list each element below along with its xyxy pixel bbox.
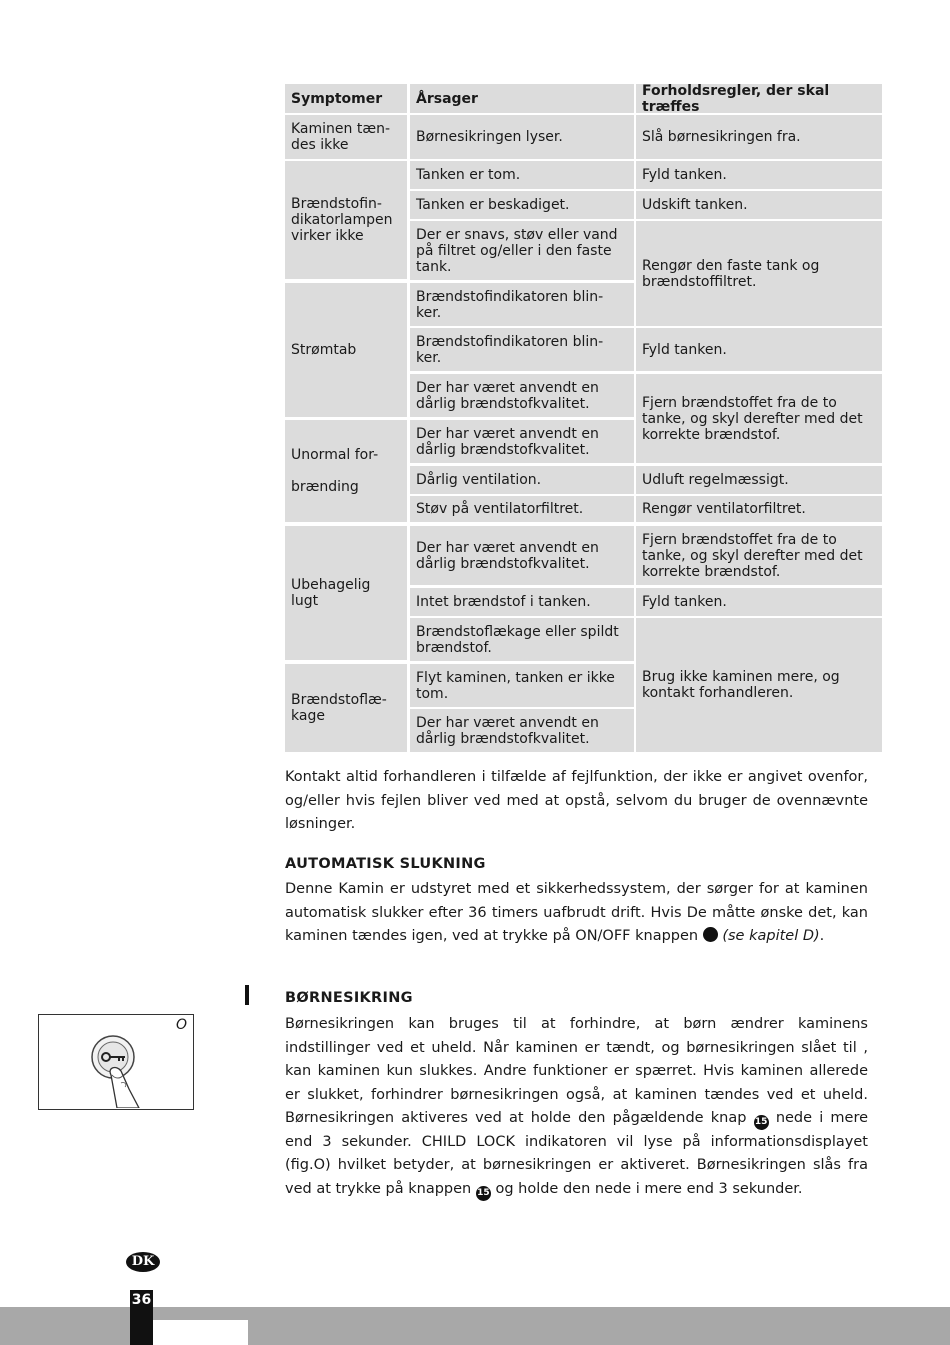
child-lock-text (285, 1013, 868, 1201)
cause-cell: Brændstoflækage eller spildt brændstof. (410, 618, 634, 661)
child-lock-button-number-icon: 15 (476, 1186, 491, 1201)
cause-cell: Der har været anvendt en dårlig brændstofkvalitet. (410, 709, 634, 752)
remedy-cell: Brug ikke kaminen mere, og kontakt forhandleren. (636, 618, 882, 752)
cause-cell: Tanken er tom. (410, 161, 634, 189)
symptom-cell: Strømtab (285, 283, 407, 417)
auto-shutdown-heading: AUTOMATISK SLUKNING (285, 856, 486, 872)
section-marker (245, 985, 249, 1005)
language-badge: DK (126, 1252, 160, 1272)
contact-note: Kontakt altid forhandleren i tilfælde af fejlfunktion, der ikke er angivet ovenfor, og/eller hvis fejlen bliver ved med at opstå, selvom du bruger de ovennævnte løsninger. (285, 769, 868, 832)
cause-cell: Dårlig ventilation. (410, 466, 634, 494)
remedy-cell: Slå børnesikringen fra. (636, 115, 882, 159)
remedy-cell: Udskift tanken. (636, 191, 882, 219)
finger-pressing-key-button-icon (39, 1015, 192, 1108)
symptom-cell: Kaminen tæn- des ikke (285, 115, 407, 159)
figure-o (38, 1014, 194, 1110)
symptom-cell: Unormal for- brænding (285, 420, 407, 522)
remedy-cell: Rengør den faste tank og brændstoffiltret. (636, 221, 882, 326)
auto-shutdown-text (285, 878, 868, 949)
remedy-cell: Rengør ventilatorfiltret. (636, 496, 882, 522)
child-lock-body-1: Børnesikringen kan bruges til at forhindre, at børn ændrer kaminens indstillinger ved et uheld. Når kaminen er tændt, og børnesikringen slået til , kan kaminen kun slukkes. Andre funktioner er spærret. Hvis kaminen allerede er slukket, forhindrer børnesikringen også, at kaminen tændes ved et uheld. Børnesikringen aktiveres ved at holde den pågældende knap (285, 1016, 868, 1126)
cause-cell: Tanken er beskadiget. (410, 191, 634, 219)
cause-cell: Der har været anvendt en dårlig brændstofkvalitet. (410, 420, 634, 463)
child-lock-heading: BØRNESIKRING (285, 990, 413, 1006)
auto-shutdown-body: Denne Kamin er udstyret med et sikkerhedssystem, der sørger for at kaminen automatisk slukker efter 36 timers uafbrudt drift. Hvis De måtte ønske det, kan kaminen tændes igen, ved at trykke på ON/OFF knappen (285, 881, 868, 944)
cause-cell: Flyt kaminen, tanken er ikke tom. (410, 664, 634, 707)
cause-cell: Brændstofindikatoren blin- ker. (410, 283, 634, 326)
figure-label: O (175, 1017, 187, 1033)
symptom-cell: Brændstoflæ- kage (285, 664, 407, 752)
table-header-remedies: Forholdsregler, der skal træffes (636, 84, 882, 113)
chapter-reference: (se kapitel D) (722, 928, 820, 944)
remedy-cell: Fyld tanken. (636, 328, 882, 371)
cause-cell: Intet brændstof i tanken. (410, 588, 634, 616)
remedy-cell: Fyld tanken. (636, 161, 882, 189)
child-lock-body-3: og holde den nede i mere end 3 sekunder. (495, 1180, 803, 1197)
remedy-cell: Udluft regelmæssigt. (636, 466, 882, 494)
cause-cell: Der har været anvendt en dårlig brændstofkvalitet. (410, 374, 634, 417)
footer-white-block (153, 1320, 248, 1345)
cause-cell: Der er snavs, støv eller vand på filtret og/eller i den faste tank. (410, 221, 634, 280)
child-lock-body-2: nede i mere end 3 sekunder. CHILD LOCK indikatoren vil lyse på informationsdisplayet (fig.O) hvilket betyder, at børnesikringen er aktiveret. Børnesikringen slås fra ved at trykke på knappen (285, 1110, 869, 1197)
table-header-symptoms: Symptomer (285, 84, 407, 113)
cause-cell: Støv på ventilatorfiltret. (410, 496, 634, 522)
auto-shutdown-end: . (819, 928, 825, 944)
on-off-button-number-icon (703, 927, 718, 942)
remedy-cell: Fyld tanken. (636, 588, 882, 616)
remedy-cell: Fjern brændstoffet fra de to tanke, og skyl derefter med det korrekte brændstof. (636, 374, 882, 463)
remedy-cell: Fjern brændstoffet fra de to tanke, og skyl derefter med det korrekte brændstof. (636, 526, 882, 585)
symptom-cell: Brændstofin- dikatorlampen virker ikke (285, 161, 407, 279)
table-header-causes: Årsager (410, 84, 634, 113)
cause-cell: Børnesikringen lyser. (410, 115, 634, 159)
symptom-cell: Ubehagelig lugt (285, 526, 407, 660)
page-number: 36 (131, 1292, 152, 1308)
cause-cell: Der har været anvendt en dårlig brændstofkvalitet. (410, 526, 634, 585)
cause-cell: Brændstofindikatoren blin- ker. (410, 328, 634, 371)
child-lock-button-number-icon: 15 (754, 1115, 769, 1130)
